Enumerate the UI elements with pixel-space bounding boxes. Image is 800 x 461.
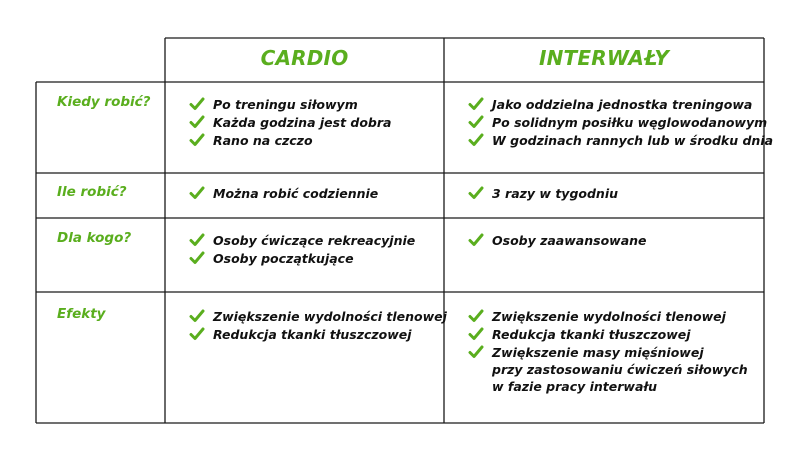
checkmark-icon — [189, 97, 205, 111]
list-item — [189, 113, 391, 131]
list-item — [468, 325, 748, 343]
checkmark-icon — [189, 309, 205, 323]
checkmark-icon — [189, 115, 205, 129]
checkmark-icon — [468, 115, 484, 129]
cardio-effects-list — [189, 307, 447, 343]
list-item — [189, 325, 447, 343]
checkmark-icon — [468, 345, 484, 359]
list-item-text: Zwiększenie wydolności tlenowej — [213, 309, 447, 324]
list-item — [189, 249, 415, 267]
checkmark-icon — [468, 186, 484, 200]
list-item-text: Zwiększenie wydolności tlenowej — [492, 309, 726, 324]
list-item — [468, 307, 748, 325]
checkmark-icon — [468, 97, 484, 111]
list-item-text: 3 razy w tygodniu — [492, 186, 619, 201]
checkmark-icon — [189, 233, 205, 247]
list-item — [189, 131, 391, 149]
interwaly-how-often-list — [468, 184, 618, 202]
checkmark-icon — [468, 309, 484, 323]
interwaly-when-list — [468, 95, 773, 149]
list-item — [468, 113, 773, 131]
list-item — [468, 131, 773, 149]
list-item — [468, 95, 773, 113]
list-item — [189, 184, 378, 202]
checkmark-icon — [189, 133, 205, 147]
checkmark-icon — [468, 327, 484, 341]
checkmark-icon — [189, 327, 205, 341]
list-item-text: Zwiększenie masy mięśniowej przy zastosowaniu ćwiczeń siłowych w fazie pracy interwału — [492, 345, 748, 394]
list-item — [468, 231, 647, 249]
cardio-how-often-list — [189, 184, 378, 202]
cardio-when-list — [189, 95, 391, 149]
list-item-text: Po solidnym posiłku węglowodanowym — [492, 115, 768, 130]
list-item-text: Osoby zaawansowane — [492, 233, 647, 248]
list-item-text: Redukcja tkanki tłuszczowej — [213, 327, 412, 342]
list-item-text: Redukcja tkanki tłuszczowej — [492, 327, 691, 342]
list-item-text: Po treningu siłowym — [213, 97, 358, 112]
row-label-dla-kogo: Dla kogo? — [57, 230, 132, 246]
row-label-ile-robic: Ile robić? — [57, 184, 127, 200]
list-item-text: Osoby początkujące — [213, 251, 354, 266]
list-item-text: W godzinach rannych lub w środku dnia — [492, 133, 774, 148]
list-item-text: Rano na czczo — [213, 133, 313, 148]
list-item — [468, 343, 748, 395]
list-item — [468, 184, 618, 202]
checkmark-icon — [189, 186, 205, 200]
checkmark-icon — [468, 233, 484, 247]
cardio-for-whom-list — [189, 231, 415, 267]
list-item-text: Osoby ćwiczące rekreacyjnie — [213, 233, 416, 248]
list-item-text: Można robić codziennie — [213, 186, 379, 201]
checkmark-icon — [468, 133, 484, 147]
list-item — [189, 307, 447, 325]
list-item — [189, 95, 391, 113]
list-item — [189, 231, 415, 249]
interwaly-effects-list — [468, 307, 748, 395]
row-label-efekty: Efekty — [57, 306, 106, 322]
checkmark-icon — [189, 251, 205, 265]
list-item-text: Jako oddzielna jednostka treningowa — [492, 97, 753, 112]
column-header-interwaly: INTERWAŁY — [538, 46, 670, 70]
column-header-cardio: CARDIO — [260, 46, 349, 70]
interwaly-for-whom-list — [468, 231, 647, 249]
row-label-kiedy-robic: Kiedy robić? — [57, 94, 151, 110]
list-item-text: Każda godzina jest dobra — [213, 115, 392, 130]
